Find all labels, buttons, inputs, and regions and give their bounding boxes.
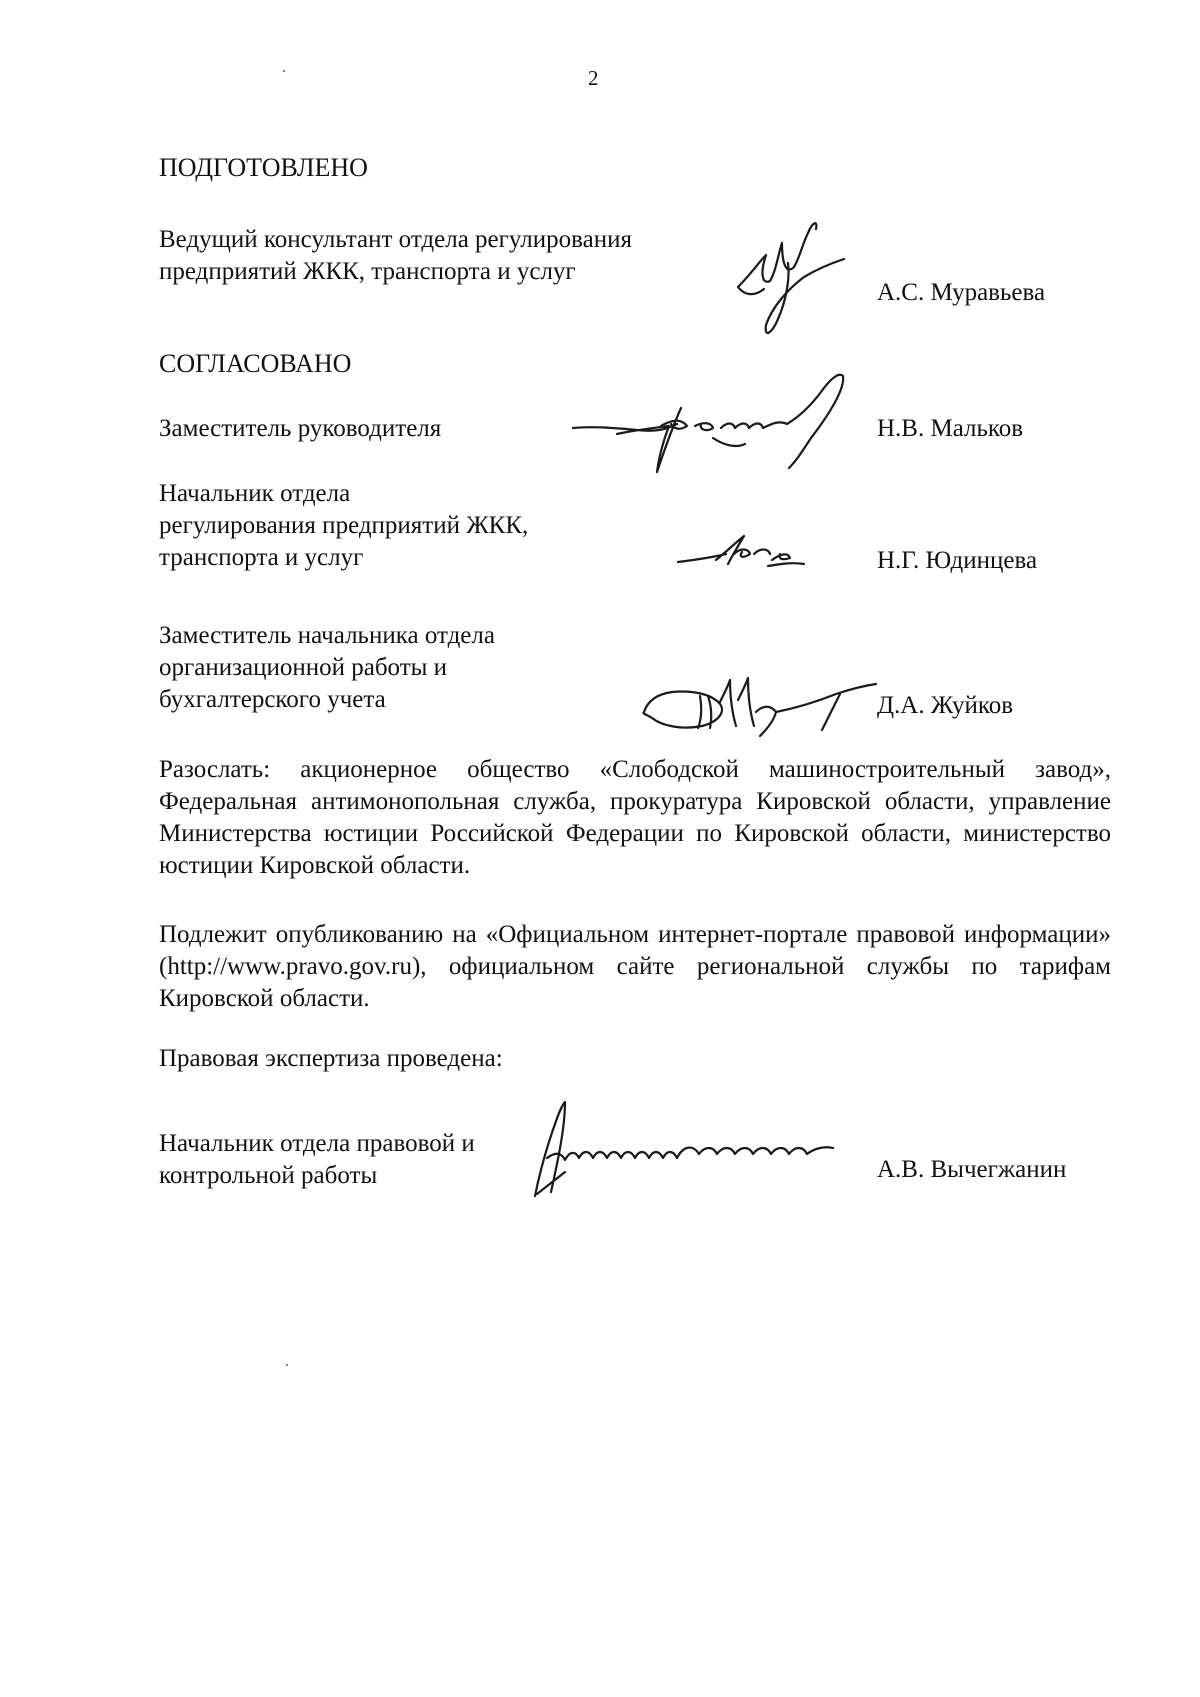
approved-heading: СОГЛАСОВАНО — [159, 349, 352, 378]
prepared-heading: ПОДГОТОВЛЕНО — [159, 153, 368, 182]
approver-1-name: Н.В. Мальков — [877, 415, 1024, 442]
legal-review-position-line-1: Начальник отдела правовой и — [159, 1130, 475, 1157]
prepared-position-line-2: предприятий ЖКК, транспорта и услуг — [159, 258, 576, 285]
approver-2-position-line-3: транспорта и услуг — [159, 544, 364, 571]
distribution-paragraph: Разослать: акционерное общество «Слободской машиностроительный завод», Федеральная антимонопольная служба, прокуратура Кировской области, управление Министерства юстиции Российской Федерации по Кировской области, министерство юстиции Кировской области. — [159, 756, 1111, 879]
scan-speck — [283, 70, 285, 72]
approver-2-position-line-2: регулирования предприятий ЖКК, — [159, 512, 529, 539]
scan-speck — [286, 1364, 288, 1366]
signature-malkov — [565, 368, 910, 478]
approver-2-name: Н.Г. Юдинцева — [877, 547, 1038, 574]
prepared-name: А.С. Муравьева — [877, 279, 1046, 306]
legal-review-name: А.В. Вычегжанин — [877, 1156, 1067, 1183]
signature-yudintseva — [672, 530, 832, 590]
approver-2-position-line-1: Начальник отдела — [159, 480, 351, 507]
page-number: 2 — [588, 66, 599, 90]
signature-muravyeva — [730, 215, 850, 350]
legal-review-heading: Правовая экспертиза проведена: — [159, 1045, 503, 1072]
publication-paragraph: Подлежит опубликованию на «Официальном интернет-портале правовой информации» (http://www.pravo.gov.ru), официальном сайте региональной службы по тарифам Кировской области. — [159, 921, 1111, 1012]
legal-review-position-line-2: контрольной работы — [159, 1162, 378, 1189]
approver-3-position-line-3: бухгалтерского учета — [159, 686, 386, 713]
prepared-position-line-1: Ведущий консультант отдела регулирования — [159, 226, 632, 253]
approver-3-name: Д.А. Жуйков — [877, 692, 1014, 719]
approver-3-position-line-1: Заместитель начальника отдела — [159, 622, 495, 649]
approver-1-position-line-1: Заместитель руководителя — [159, 415, 442, 442]
signature-vychegzhanin — [525, 1096, 855, 1206]
signature-zhuikov — [636, 672, 886, 744]
approver-3-position-line-2: организационной работы и — [159, 654, 448, 681]
